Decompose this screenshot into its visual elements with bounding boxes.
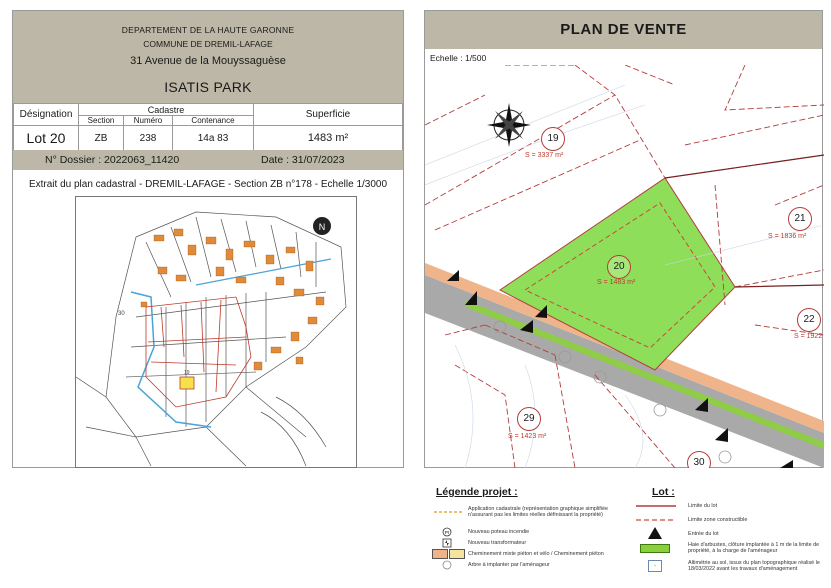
mixed-path-swatch (432, 549, 448, 559)
cadastral-extract-title: Extrait du plan cadastral - DREMIL-LAFAGE - Section ZB n°178 - Echelle 1/3000 (28, 179, 388, 190)
department-label: DEPARTEMENT DE LA HAUTE GARONNE (121, 25, 295, 35)
superficie-header: Superficie (254, 104, 403, 126)
numero-header: Numéro (124, 116, 173, 126)
lot-30-number: 30 (687, 451, 711, 468)
fire-hydrant-icon (442, 527, 452, 537)
north-arrow-icon (313, 217, 331, 235)
legend-lot-item-3: Entrée du lot (688, 531, 719, 537)
dossier-band (13, 150, 403, 170)
legend-lot (630, 482, 825, 582)
legend-project-title: Légende projet : (436, 486, 518, 498)
commune-label: COMMUNE DE DREMIL-LAFAGE (143, 39, 273, 49)
designation-value: Lot 20 (14, 126, 79, 151)
pedestrian-path-swatch (449, 549, 465, 559)
legend-lot-item-1: Limite du lot (688, 503, 718, 509)
lot-limit-symbol (636, 503, 676, 509)
scale-label: Echelle : 1/500 (430, 53, 487, 63)
numero-value: 238 (124, 126, 173, 151)
lot-21-number: 21 (788, 207, 812, 231)
lot-20-area-label: S = 1483 m² (597, 279, 636, 286)
designation-header: Désignation (14, 104, 79, 126)
cadastral-info-panel (12, 10, 404, 468)
sale-plan-panel (424, 10, 823, 468)
lot-22-number: 22 (797, 308, 821, 332)
dossier-date: Date : 31/07/2023 (261, 154, 345, 166)
legend-lot-item-5: Altimétrie au sol, issus du plan topographique réalisé le 18/03/2022 avant les travaux d'aménagement (688, 560, 820, 572)
svg-text:PI: PI (444, 530, 450, 535)
plan-title: PLAN DE VENTE (560, 21, 687, 38)
sale-plan-map (425, 65, 824, 468)
lot-19-area: S = 3337 m² (525, 152, 564, 159)
section-value: ZB (79, 126, 124, 151)
hedge-swatch (640, 544, 670, 553)
legend-lot-title: Lot : (652, 486, 675, 498)
lot-19-number: 19 (541, 127, 565, 151)
legend-project-item-5: Arbre à implanter par l'aménageur (468, 562, 550, 568)
constructible-limit-symbol (636, 517, 676, 523)
lot-info-table (13, 103, 403, 151)
svg-text:19: 19 (184, 370, 190, 376)
legend-project (424, 482, 624, 582)
compass-rose-icon (487, 103, 531, 147)
tree-icon (442, 560, 452, 570)
contenance-header: Contenance (173, 116, 254, 126)
project-name: ISATIS PARK (164, 79, 252, 95)
cadastral-map-drawing (76, 197, 356, 467)
lot-22-area: S = 1922 (794, 333, 823, 340)
lot-29-number: 29 (517, 407, 541, 431)
superficie-value: 1483 m² (254, 126, 403, 151)
altimetry-symbol: + (648, 560, 662, 572)
lot-entry-icon (648, 527, 662, 539)
legend-lot-item-2: Limite zone constructible (688, 517, 748, 523)
legend-project-item-1: Application cadastrale (représentation graphique simplifiée n'assurant pas les limites réelles définissant la propriété) (468, 506, 608, 518)
legend-project-item-3: Nouveau transformateur (468, 540, 527, 546)
cadastre-header: Cadastre (79, 104, 254, 116)
address-label: 31 Avenue de la Mouyssaguèse (130, 55, 286, 67)
svg-text:N: N (318, 222, 326, 232)
lot-20-number: 20 (607, 255, 631, 279)
transformer-icon (442, 538, 452, 548)
contenance-value: 14a 83 (173, 126, 254, 151)
cadastral-map (75, 196, 357, 468)
svg-text:30: 30 (118, 311, 125, 317)
legend-lot-item-4: Haie d'arbustes, clôture implantée à 1 m de la limite de propriété, à la charge de l'aménageur (688, 542, 820, 554)
lot-29-area: S = 1423 m² (508, 433, 547, 440)
lot-21-area: S = 1836 m² (768, 233, 807, 240)
section-header: Section (79, 116, 124, 126)
legend-project-item-4: Cheminement mixte piéton et vélo / Cheminement piéton (468, 551, 604, 557)
dossier-number: N° Dossier : 2022063_11420 (45, 154, 180, 166)
cadastral-line-symbol (434, 508, 462, 516)
legend-project-item-2: Nouveau poteau incendie (468, 529, 530, 535)
